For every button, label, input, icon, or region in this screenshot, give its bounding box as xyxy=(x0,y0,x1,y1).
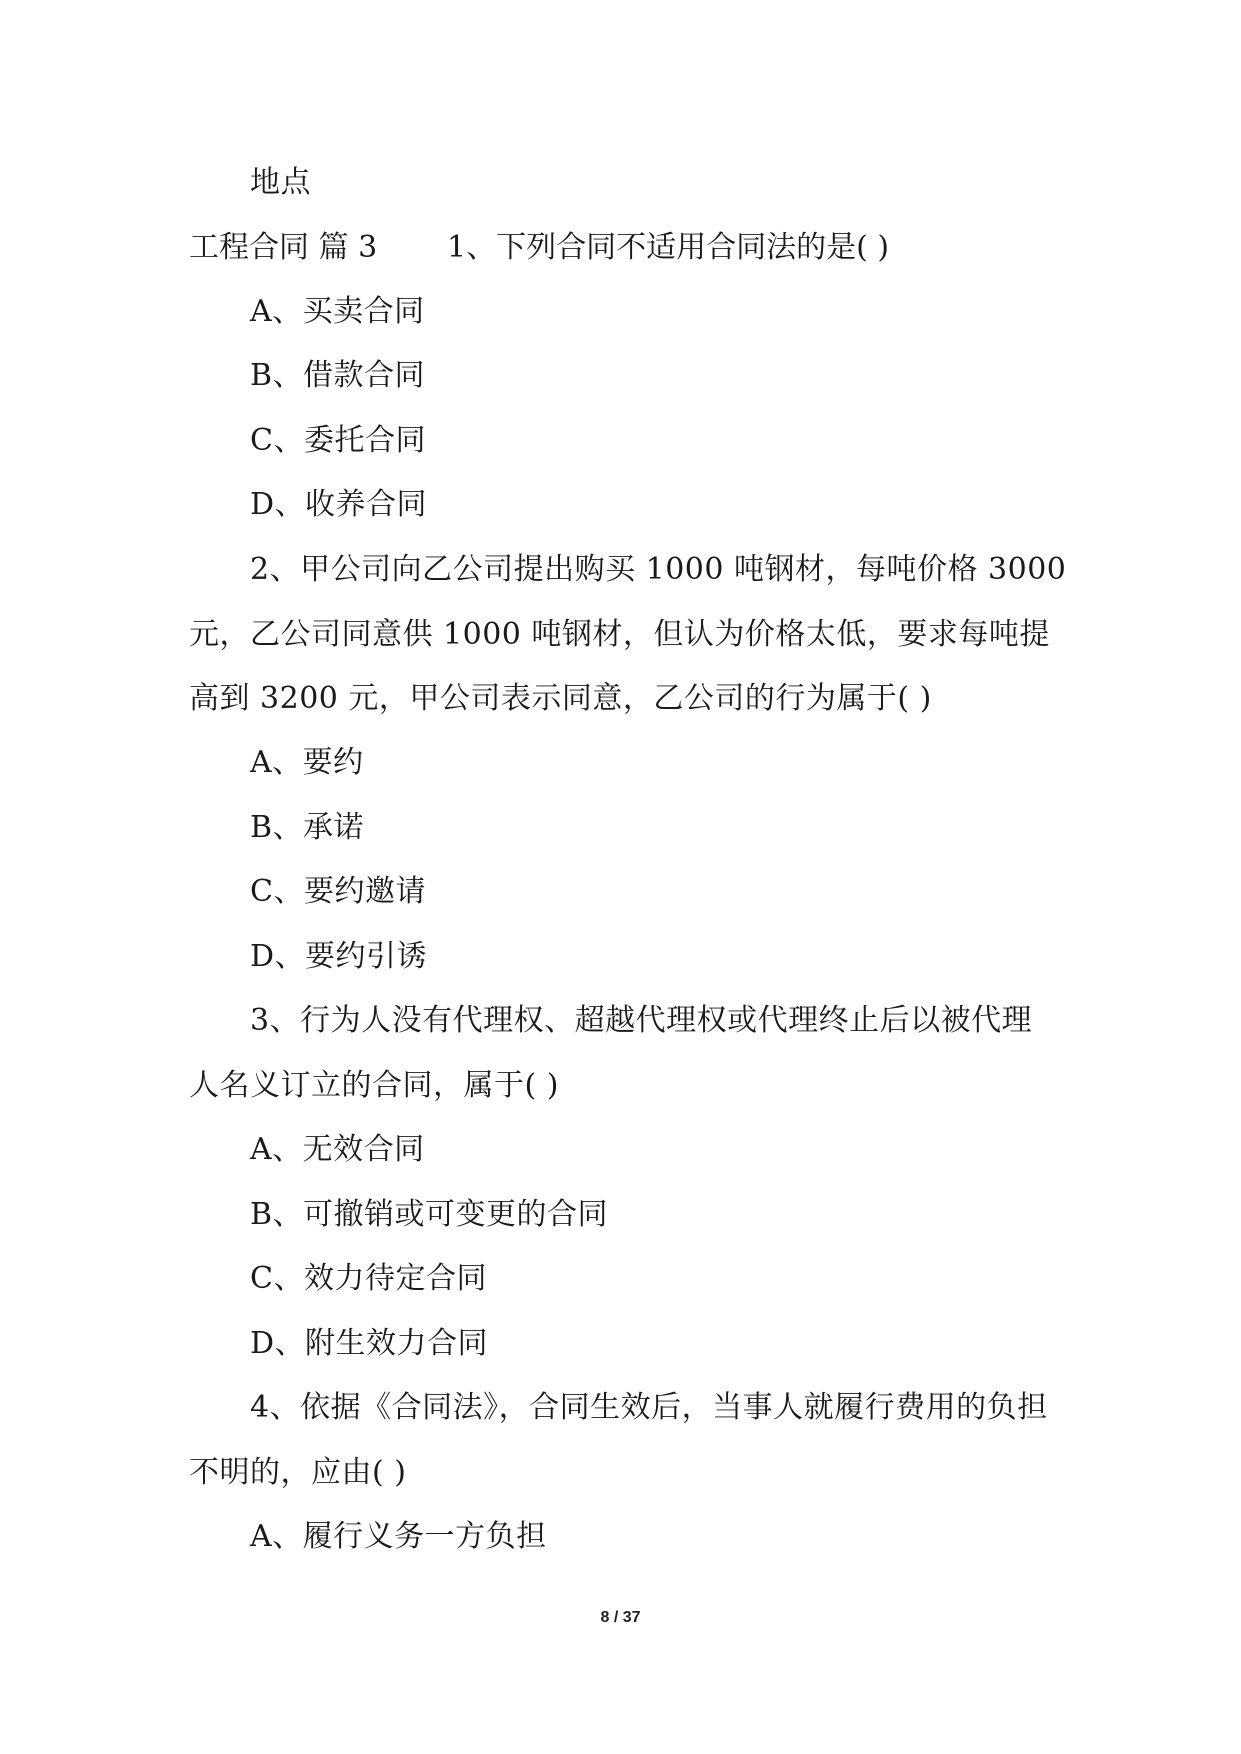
question-line: 不明的，应由( ) xyxy=(189,1455,407,1490)
page-indicator: 8 / 37 xyxy=(600,1609,641,1626)
option-line: B、可撤销或可变更的合同 xyxy=(250,1197,609,1232)
question-1: 1、下列合同不适用合同法的是( ) xyxy=(447,230,890,265)
option-line: C、委托合同 xyxy=(250,423,426,458)
question-line: 元，乙公司同意供 1000 吨钢材，但认为价格太低，要求每吨提 xyxy=(189,617,1050,652)
question-line: 2、甲公司向乙公司提出购买 1000 吨钢材，每吨价格 3000 xyxy=(250,552,1067,587)
question-line: 4、依据《合同法》，合同生效后，当事人就履行费用的负担 xyxy=(250,1390,1048,1425)
option-line: D、要约引诱 xyxy=(250,939,428,974)
option-line: B、承诺 xyxy=(250,810,365,845)
option-line: D、收养合同 xyxy=(250,487,428,522)
question-line: 高到 3200 元，甲公司表示同意，乙公司的行为属于( ) xyxy=(189,681,932,716)
option-line: A、无效合同 xyxy=(250,1132,425,1167)
section-label: 工程合同 篇 3 xyxy=(189,230,378,265)
option-line: A、履行义务一方负担 xyxy=(250,1519,547,1554)
text-line: 地点 xyxy=(250,165,311,200)
option-line: C、效力待定合同 xyxy=(250,1261,487,1296)
option-line: D、附生效力合同 xyxy=(250,1326,489,1361)
option-line: C、要约邀请 xyxy=(250,874,426,909)
option-line: B、借款合同 xyxy=(250,358,426,393)
option-line: A、要约 xyxy=(250,745,364,780)
question-line: 3、行为人没有代理权、超越代理权或代理终止后以被代理 xyxy=(250,1003,1033,1038)
question-line: 人名义订立的合同，属于( ) xyxy=(189,1068,559,1103)
option-line: A、买卖合同 xyxy=(250,294,425,329)
